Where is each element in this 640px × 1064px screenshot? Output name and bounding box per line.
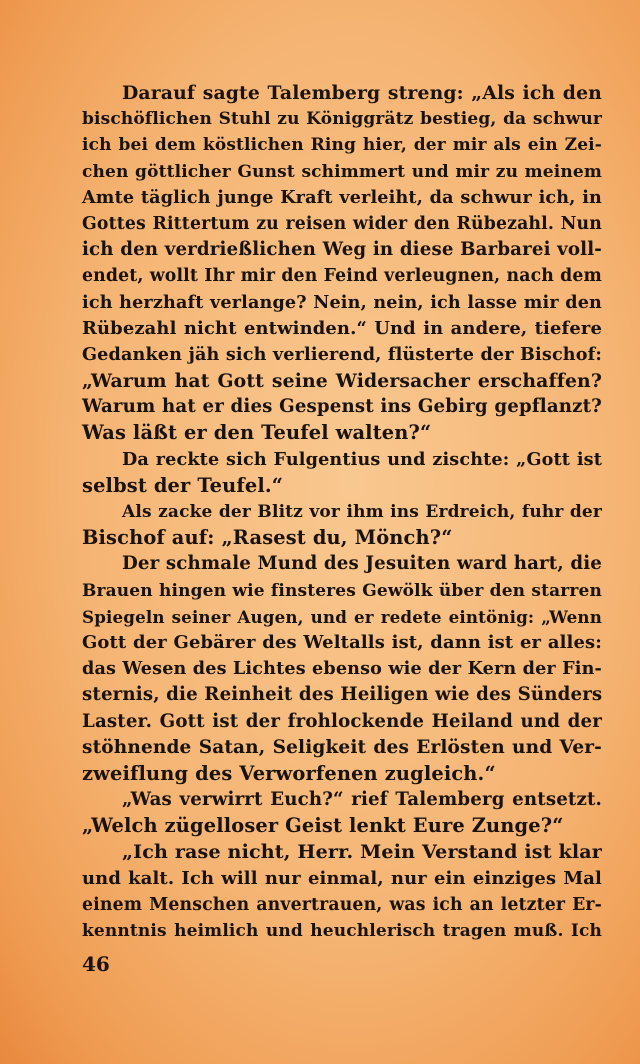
- body-text: [82, 80, 602, 944]
- text-line: Warum hat er dies Gespenst ins Gebirg gepflanzt?: [82, 396, 602, 418]
- text-line: einem Menschen anvertrauen, was ich an letzter Er-: [82, 894, 602, 915]
- text-line: zweiflung des Verworfenen zugleich.“: [82, 761, 496, 785]
- text-line: Spiegeln seiner Augen, und er redete eintönig: „Wenn: [82, 606, 602, 627]
- text-line: „Warum hat Gott seine Widersacher erschaffen?: [82, 370, 602, 393]
- text-line: „Was verwirrt Euch?“ rief Talemberg entsetzt.: [122, 789, 602, 811]
- text-line: Rübezahl nicht entwinden.“ Und in andere, tiefere: [82, 317, 602, 339]
- text-line: Brauen hingen wie finsteres Gewölk über den starren: [82, 580, 602, 601]
- text-line: Gedanken jäh sich verlierend, flüsterte der Bischof:: [82, 343, 602, 365]
- text-line: und kalt. Ich will nur einmal, nur ein einziges Mal: [82, 867, 602, 889]
- text-line: Amte täglich junge Kraft verleiht, da schwur ich, in: [82, 186, 602, 208]
- text-line: ich bei dem köstlichen Ring hier, der mir als ein Zei-: [82, 135, 602, 156]
- text-line: „Welch zügelloser Geist lenkt Eure Zunge?“: [82, 814, 564, 838]
- text-line: Da reckte sich Fulgentius und zischte: „Gott ist: [122, 448, 602, 470]
- text-line: Gottes Rittertum zu reisen wider den Rübezahl. Nun: [82, 213, 602, 234]
- text-line: ich herzhaft verlange? Nein, nein, ich lasse mir den: [82, 291, 602, 313]
- text-line: Der schmale Mund des Jesuiten ward hart, die: [122, 553, 602, 575]
- text-line: Bischof auf: „Rasest du, Mönch?“: [82, 526, 453, 550]
- text-line: Als zacke der Blitz vor ihm ins Erdreich, fuhr der: [122, 502, 602, 522]
- text-line: Darauf sagte Talemberg streng: „Als ich den: [122, 82, 602, 104]
- text-line: Was läßt er den Teufel walten?“: [82, 421, 432, 445]
- text-line: selbst der Teufel.“: [82, 473, 284, 497]
- text-line: chen göttlicher Gunst schimmert und mir zu meinem: [82, 161, 602, 182]
- text-line: Laster. Gott ist der frohlockende Heiland und der: [82, 710, 602, 732]
- text-line: das Wesen des Lichtes ebenso wie der Kern der Fin-: [82, 658, 602, 680]
- text-line: endet, wollt Ihr mir den Feind verleugnen, nach dem: [82, 266, 602, 287]
- text-line: stöhnende Satan, Seligkeit des Erlösten und Ver-: [82, 736, 602, 758]
- text-line: ich den verdrießlichen Weg in diese Barbarei voll-: [82, 239, 602, 261]
- text-line: bischöflichen Stuhl zu Königgrätz bestieg, da schwur: [82, 109, 602, 130]
- text-line: kenntnis heimlich und heuchlerisch tragen muß. Ich: [82, 921, 602, 941]
- text-line: „Ich rase nicht, Herr. Mein Verstand ist klar: [122, 840, 602, 864]
- page-number: 46: [82, 952, 110, 976]
- text-line: sternis, die Reinheit des Heiligen wie des Sünders: [82, 684, 603, 706]
- text-line: Gott der Gebärer des Weltalls ist, dann ist er alles:: [82, 631, 602, 653]
